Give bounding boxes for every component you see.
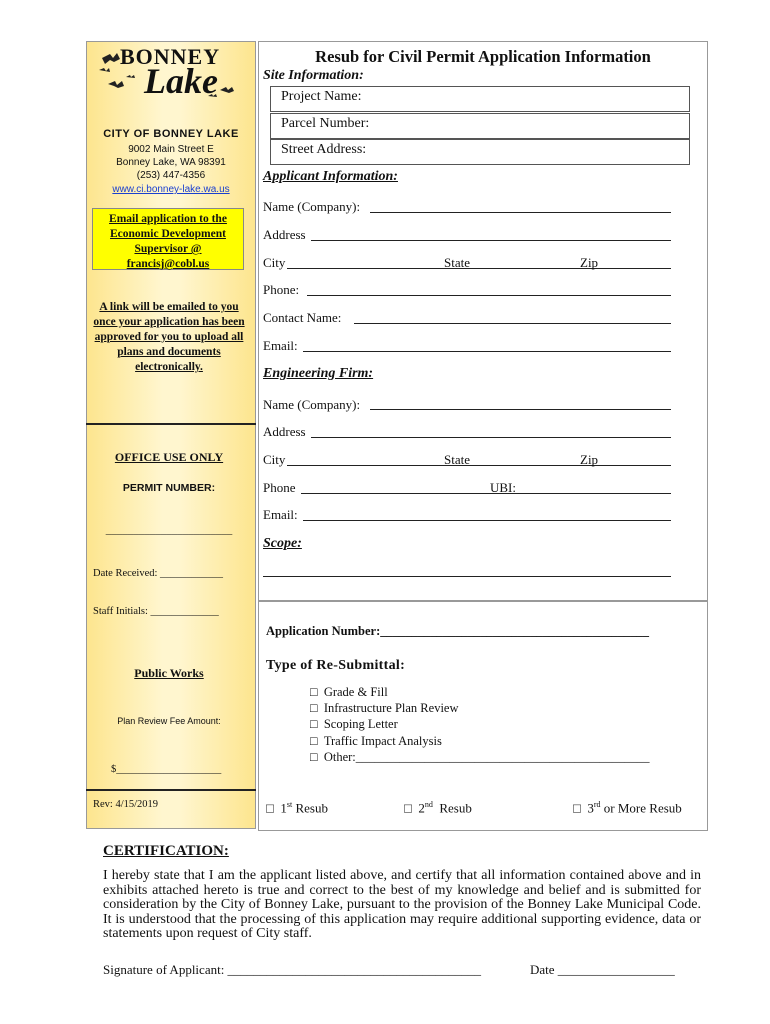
applicant-info-heading: Applicant Information: [263,169,398,184]
parcel-number-field[interactable] [270,113,690,139]
sidebar-divider [86,423,256,425]
project-name-field[interactable] [270,86,690,112]
email-application-note: Email application to the Economic Development Supervisor @ francisj@cobl.us [92,208,244,270]
application-number-field[interactable]: Application Number:___________________________________________ [266,624,649,638]
scope-heading: Scope: [263,536,302,551]
logo-word-lake: Lake [144,61,218,101]
second-resub-option[interactable] [404,800,472,816]
project-name-label: Project Name: [281,89,362,104]
checkbox-icon[interactable]: □ [310,734,318,748]
first-resub-label: Resub [295,800,328,816]
staff-initials-field[interactable]: Staff Initials: _____________ [93,606,219,617]
public-works-heading: Public Works [134,666,204,680]
firm-state-label: State [444,452,470,467]
applicant-name-label: Name (Company): [263,199,361,214]
first-resub-sup: st [286,800,293,809]
street-address-field[interactable] [270,139,690,165]
option-infrastructure[interactable] [310,701,459,716]
sidebar-divider-bottom [86,789,256,791]
checkbox-icon[interactable]: □ [310,717,318,731]
option-scoping-letter[interactable] [310,717,398,732]
first-resub-num: 1 [280,800,287,816]
option-label: Scoping Letter [323,717,398,731]
option-label: Other:_______________________________________________ [323,750,650,764]
third-resub-num: 3 [587,800,594,816]
certification-text: I hereby state that I am the applicant listed above, and certify that all information contained above and in exhibits attached hereto is true and correct to the best of my knowledge and belief and is submitted for consideration by the City of Bonney Lake, pursuant to the provision of the Bonney Lake Municipal Code. It is understood that the processing of this application may require additional supporting evidence, data or statements upon request of City staff. [103,868,701,941]
type-resubmittal-heading: Type of Re-Submittal: [266,658,406,673]
third-resub-sup: rd [593,800,601,809]
option-traffic-impact[interactable] [310,734,442,749]
parcel-number-label: Parcel Number: [281,116,370,131]
applicant-zip-label: Zip [580,255,599,270]
applicant-phone-label: Phone: [263,282,300,297]
checkbox-icon[interactable]: □ [310,701,318,715]
firm-city-state-zip-field[interactable] [287,465,671,466]
permit-number-label: PERMIT NUMBER: [122,482,216,494]
firm-name-field[interactable] [370,409,671,410]
signature-date-field[interactable]: Date __________________ [530,962,675,977]
plan-review-fee-field[interactable]: $____________________ [111,764,222,775]
checkbox-icon[interactable]: □ [573,800,581,816]
applicant-city-state-zip-field[interactable] [287,268,671,269]
signature-field[interactable]: Signature of Applicant: _______________________________________ [103,962,482,977]
checkbox-icon[interactable]: □ [310,685,318,699]
form-title: Resub for Civil Permit Application Information [315,47,651,66]
applicant-address-label: Address [263,227,306,242]
firm-phone-label: Phone [263,480,296,495]
first-resub-option[interactable] [266,800,328,816]
third-resub-option[interactable] [573,800,682,816]
applicant-email-field[interactable] [303,351,671,352]
date-received-field[interactable]: Date Received: ____________ [93,568,224,579]
city-title: CITY OF BONNEY LAKE [103,128,239,140]
revision-date: Rev: 4/15/2019 [93,799,159,810]
firm-city-label: City [263,452,286,467]
city-address-line2: Bonney Lake, WA 98391 [116,157,226,168]
bonney-lake-logo [96,44,242,102]
second-resub-num: 2 [418,800,425,816]
office-use-heading: OFFICE USE ONLY [114,450,224,464]
engineering-firm-heading: Engineering Firm: [263,366,374,381]
applicant-phone-field[interactable] [307,295,671,296]
option-label: Infrastructure Plan Review [323,701,459,715]
firm-ubi-label: UBI: [490,480,516,495]
firm-name-label: Name (Company): [263,397,361,412]
street-address-label: Street Address: [281,142,367,157]
checkbox-icon[interactable]: □ [266,800,274,816]
applicant-email-label: Email: [263,338,298,353]
applicant-state-label: State [444,255,470,270]
third-resub-label: or More Resub [603,800,682,816]
plan-review-fee-label: Plan Review Fee Amount: [117,716,221,726]
contact-name-label: Contact Name: [263,310,342,325]
applicant-city-label: City [263,255,286,270]
option-grade-fill[interactable] [310,685,388,700]
city-phone: (253) 447-4356 [136,170,206,181]
city-address-line1: 9002 Main Street E [128,144,214,155]
second-resub-sup: nd [424,800,433,809]
applicant-address-field[interactable] [311,240,671,241]
second-resub-label: Resub [439,800,472,816]
firm-phone-ubi-field[interactable] [301,493,671,494]
site-info-heading: Site Information: [263,68,364,83]
checkbox-icon[interactable]: □ [310,750,318,764]
permit-number-field[interactable]: _______________________ [105,524,233,536]
checkbox-icon[interactable]: □ [404,800,412,816]
upload-link-note: A link will be emailed to you once your application has been approved for you to upload all plans and documents electronically. [93,301,245,373]
firm-address-field[interactable] [311,437,671,438]
option-other[interactable] [310,750,650,765]
logo-word-bonney: BONNEY [120,44,221,69]
firm-zip-label: Zip [580,452,599,467]
option-label: Grade & Fill [323,685,388,699]
city-website-link[interactable]: www.ci.bonney-lake.wa.us [112,184,230,195]
contact-name-field[interactable] [354,323,671,324]
option-label: Traffic Impact Analysis [323,734,442,748]
firm-email-label: Email: [263,507,298,522]
scope-field[interactable] [263,576,671,577]
applicant-name-field[interactable] [370,212,671,213]
firm-email-field[interactable] [303,520,671,521]
firm-address-label: Address [263,424,306,439]
certification-heading: CERTIFICATION: [103,843,229,859]
